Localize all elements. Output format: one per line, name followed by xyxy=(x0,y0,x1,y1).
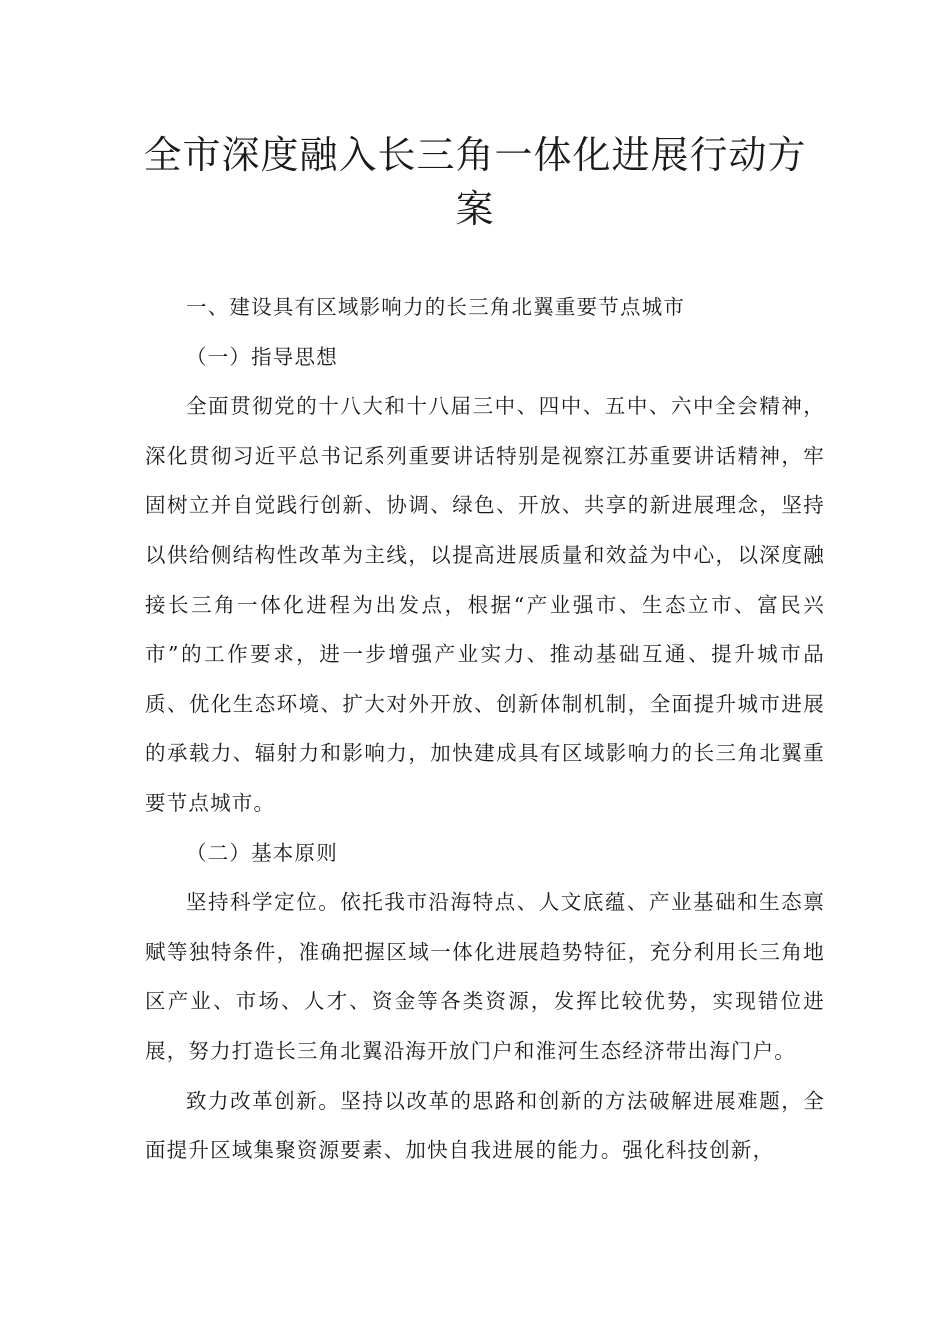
subsection-heading-guiding-ideology: （一）指导思想 xyxy=(186,344,338,369)
subsection-heading-basic-principles: （二）基本原则 xyxy=(186,840,338,865)
document-body xyxy=(145,283,825,1176)
paragraph-guiding-ideology: 全面贯彻党的十八大和十八届三中、四中、五中、六中全会精神，深化贯彻习近平总书记系列重要讲话特别是视察江苏重要讲话精神，牢固树立并自觉践行创新、协调、绿色、开放、共享的新进展理念，坚持以供给侧结构性改革为主线，以提高进展质量和效益为中心，以深度融接长三角一体化进程为出发点，根据“产业强市、生态立市、富民兴市”的工作要求，进一步增强产业实力、推动基础互通、提升城市品质、优化生态环境、扩大对外开放、创新体制机制，全面提升城市进展的承载力、辐射力和影响力，加快建成具有区域影响力的长三角北翼重要节点城市。 xyxy=(145,394,825,815)
section-heading: 一、建设具有区域影响力的长三角北翼重要节点城市 xyxy=(186,295,686,319)
paragraph-scientific-positioning: 坚持科学定位。依托我市沿海特点、人文底蕴、产业基础和生态禀赋等独特条件，准确把握区域一体化进展趋势特征，充分利用长三角地区产业、市场、人才、资金等各类资源，发挥比较优势，实现错位进展，努力打造长三角北翼沿海开放门户和淮河生态经济带出海门户。 xyxy=(145,890,825,1063)
paragraph-reform-innovation: 致力改革创新。坚持以改革的思路和创新的方法破解进展难题，全面提升区域集聚资源要素、加快自我进展的能力。强化科技创新， xyxy=(145,1088,825,1163)
document-title: 全市深度融入长三角一体化进展行动方案 xyxy=(143,133,807,231)
